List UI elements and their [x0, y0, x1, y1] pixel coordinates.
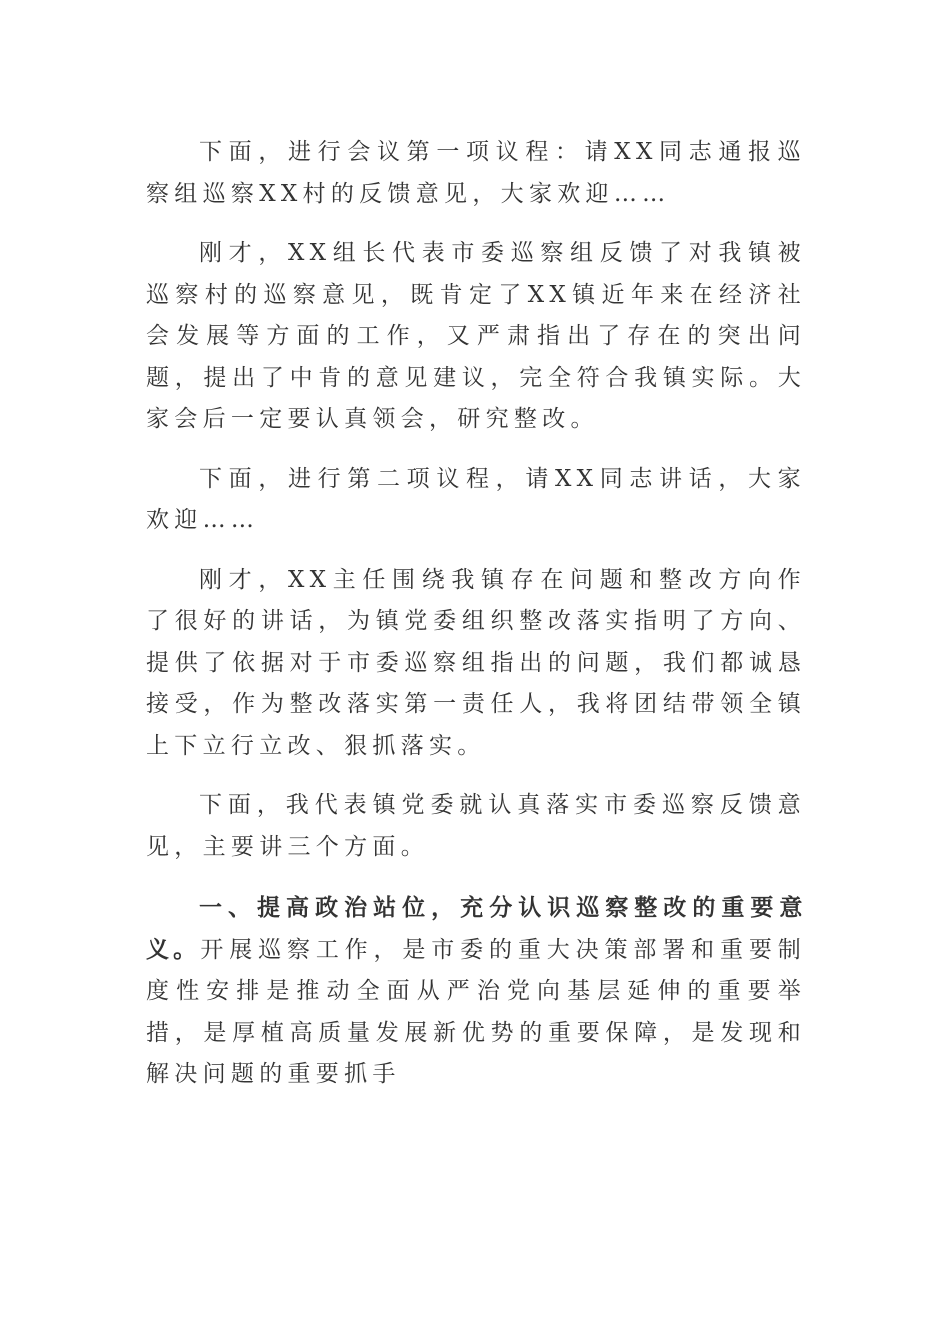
- paragraph-agenda-two: 下面，进行第二项议程，请XX同志讲话，大家欢迎……: [146, 465, 806, 533]
- paragraph-speech-summary: 刚才，XX主任围绕我镇存在问题和整改方向作了很好的讲话，为镇党委组织整改落实指明了方向、提供了依据对于市委巡察组指出的问题，我们都诚恳接受，作为整改落实第一责任人，我将团结带领全镇上下立行立改、狠抓落实。: [146, 566, 806, 759]
- section-one-heading: 一、提高政治站位，充分认识巡察整改的重要意义。: [146, 895, 806, 963]
- section-one-paragraph: [146, 888, 806, 1096]
- paragraph-feedback-summary: 刚才，XX组长代表市委巡察组反馈了对我镇被巡察村的巡察意见，既肯定了XX镇近年来在经济社会发展等方面的工作，又严肃指出了存在的突出问题，提出了中肯的意见建议，完全符合我镇实际。大家会后一定要认真领会，研究整改。: [146, 240, 806, 432]
- paragraph-three-aspects: 下面，我代表镇党委就认真落实市委巡察反馈意见，主要讲三个方面。: [146, 792, 806, 860]
- section-one-body: 开展巡察工作，是市委的重大决策部署和重要制度性安排是推动全面从严治党向基层延伸的重要举措，是厚植高质量发展新优势的重要保障，是发现和解决问题的重要抓手: [146, 936, 806, 1087]
- document-body: [146, 132, 806, 1114]
- paragraph-agenda-one: 下面，进行会议第一项议程：请XX同志通报巡察组巡察XX村的反馈意见，大家欢迎……: [146, 139, 806, 207]
